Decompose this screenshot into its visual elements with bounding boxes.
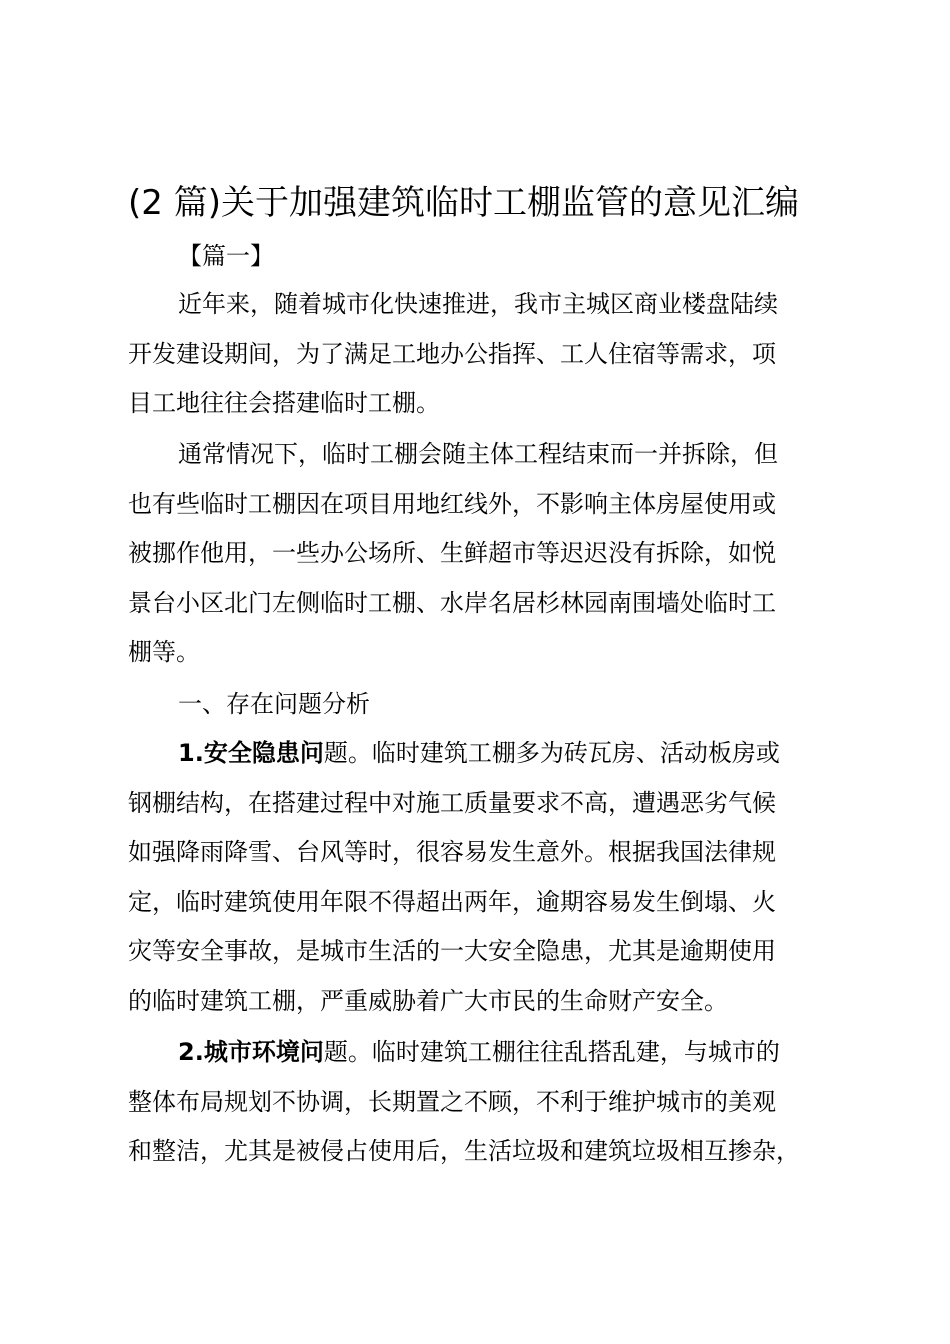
paragraph-line: 也有些临时工棚因在项目用地红线外，不影响主体房屋使用或 — [128, 489, 776, 518]
section-heading: 一、存在问题分析 — [178, 690, 370, 718]
paragraph-line: 和整洁，尤其是被侵占使用后，生活垃圾和建筑垃圾相互掺杂， — [128, 1137, 800, 1166]
paragraph-line: 开发建设期间，为了满足工地办公指挥、工人住宿等需求，项 — [128, 339, 776, 368]
paragraph-line: 定，临时建筑使用年限不得超出两年，逾期容易发生倒塌、火 — [128, 887, 776, 916]
paragraph-line: 近年来，随着城市化快速推进，我市主城区商业楼盘陆续 — [178, 290, 778, 318]
paragraph-item-1 — [128, 729, 848, 1027]
paragraph-line: 钢棚结构，在搭建过程中对施工质量要求不高，遭遇恶劣气候 — [128, 788, 776, 817]
paragraph-line: 景台小区北门左侧临时工棚、水岸名居杉林园南围墙处临时工 — [128, 588, 776, 617]
paragraph-line — [128, 1028, 848, 1078]
paragraph-line: 通常情况下，临时工棚会随主体工程结束而一并拆除，但 — [178, 440, 778, 468]
paragraph-line: 灾等安全事故，是城市生活的一大安全隐患，尤其是逾期使用 — [128, 937, 776, 966]
item-text: 题。临时建筑工棚多为砖瓦房、活动板房或 — [323, 739, 780, 767]
paragraph-line — [128, 729, 848, 779]
paragraph-line: 的临时建筑工棚，严重威胁着广大市民的生命财产安全。 — [128, 986, 728, 1015]
item-number-bold: 2.城市环境问 — [178, 1038, 324, 1066]
paragraph-2 — [128, 430, 848, 678]
paragraph-line: 目工地往往会搭建临时工棚。 — [128, 389, 440, 418]
document-title: (2 篇)关于加强建筑临时工棚监管的意见汇编 — [128, 183, 799, 223]
paragraph-line: 整体布局规划不协调，长期置之不顾，不利于维护城市的美观 — [128, 1087, 776, 1116]
paragraph-1 — [128, 280, 848, 429]
section-label: 【篇一】 — [178, 242, 274, 270]
item-text: 题。临时建筑工棚往往乱搭乱建，与城市的 — [323, 1038, 780, 1066]
paragraph-line: 如强降雨降雪、台风等时，很容易发生意外。根据我国法律规 — [128, 838, 776, 867]
paragraph-line: 被挪作他用，一些办公场所、生鲜超市等迟迟没有拆除，如悦 — [128, 539, 776, 568]
paragraph-item-2 — [128, 1028, 848, 1177]
item-number-bold: 1.安全隐患问 — [178, 739, 324, 767]
paragraph-line: 棚等。 — [128, 638, 200, 667]
